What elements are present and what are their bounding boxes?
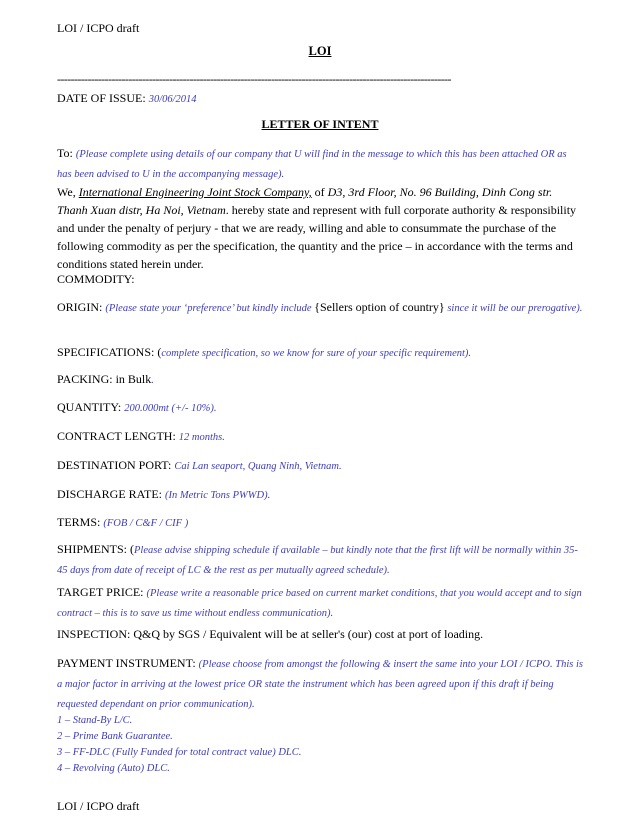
payment-options-list bbox=[57, 713, 301, 777]
inspection-line: INSPECTION: Q&Q by SGS / Equivalent will be at seller's (our) cost at port of loading. bbox=[57, 627, 484, 641]
contract-length-line bbox=[57, 427, 583, 447]
packing-text: PACKING: in Bulk bbox=[57, 372, 152, 386]
list-item: 1 – Stand-By L/C. bbox=[57, 715, 133, 726]
payment-text: (Please choose from amongst the following & insert the same into your LOI / ICPO. This is a major factor in arriving at the lowest price OR state the instrument which has been agreed upon if this draft if being requested dependant on prior communication). bbox=[57, 659, 583, 710]
address-prefix: of bbox=[311, 185, 328, 199]
statement-paragraph bbox=[57, 183, 583, 273]
shipments-section bbox=[57, 540, 583, 580]
origin-text-2: {Sellers option of country} bbox=[314, 300, 445, 314]
quantity-label: QUANTITY: bbox=[57, 400, 125, 414]
letter-subheading: LETTER OF INTENT bbox=[261, 117, 379, 131]
specifications-text: complete specification, so we know for sure of your specific requirement). bbox=[161, 348, 472, 359]
destination-value: Cai Lan seaport, Quang Ninh, Vietnam. bbox=[174, 461, 342, 472]
origin-text-3: since it will be our prerogative). bbox=[444, 303, 583, 314]
to-label: To: bbox=[57, 146, 76, 160]
company-address: D3, 3rd Floor, No. 96 Building, Dinh Cong str. Thanh Xuan distr, Ha Noi, Vietnam bbox=[57, 185, 553, 217]
payment-label: PAYMENT INSTRUMENT: bbox=[57, 656, 199, 670]
terms-label: TERMS: bbox=[57, 515, 104, 529]
document-title: LOI bbox=[308, 44, 332, 58]
to-instructions: (Please complete using details of our company that U will find in the message to which this has been attached OR as has been advised to U in the accompanying message). bbox=[57, 149, 567, 180]
date-of-issue bbox=[57, 89, 583, 109]
we-prefix: We, bbox=[57, 185, 79, 199]
separator-line: -------------------------------------------------------------------------------------------------------------------- bbox=[57, 72, 451, 86]
destination-label: DESTINATION PORT: bbox=[57, 458, 175, 472]
target-label: TARGET PRICE: bbox=[57, 585, 147, 599]
list-item: 4 – Revolving (Auto) DLC. bbox=[57, 763, 170, 774]
page-footer: LOI / ICPO draft bbox=[57, 799, 140, 813]
target-price-section bbox=[57, 583, 583, 623]
target-text: (Please write a reasonable price based on current market conditions, that you would accept and to sign contract – this is to save us time without endless communication). bbox=[57, 588, 582, 619]
discharge-label: DISCHARGE RATE: bbox=[57, 487, 166, 501]
packing-line bbox=[57, 370, 583, 390]
terms-line bbox=[57, 513, 583, 533]
commodity-line: COMMODITY: bbox=[57, 272, 135, 286]
terms-value: (FOB / C&F / CIF ) bbox=[103, 518, 189, 529]
quantity-line bbox=[57, 398, 583, 418]
page-header: LOI / ICPO draft bbox=[57, 21, 140, 35]
list-item: 2 – Prime Bank Guarantee. bbox=[57, 731, 173, 742]
specifications-line bbox=[57, 343, 583, 363]
origin-section bbox=[57, 298, 583, 318]
destination-port-line bbox=[57, 456, 583, 476]
shipments-label: SHIPMENTS: ( bbox=[57, 542, 135, 556]
discharge-value: (In Metric Tons PWWD). bbox=[165, 490, 271, 501]
payment-section bbox=[57, 654, 583, 714]
to-section bbox=[57, 144, 583, 184]
origin-text-1: (Please state your ‘preference’ but kindly include bbox=[105, 303, 315, 314]
company-name: International Engineering Joint Stock Company, bbox=[78, 185, 312, 199]
packing-dot: . bbox=[151, 375, 154, 386]
discharge-rate-line bbox=[57, 485, 583, 505]
contract-value: 12 months. bbox=[178, 432, 225, 443]
shipments-text: Please advise shipping schedule if available – but kindly note that the first lift will be normally within 35-45 days from date of receipt of LC & the rest as per mutually agreed schedule). bbox=[57, 545, 578, 576]
date-value: 30/06/2014 bbox=[148, 94, 197, 105]
specifications-label: SPECIFICATIONS: ( bbox=[57, 345, 162, 359]
list-item: 3 – FF-DLC (Fully Funded for total contract value) DLC. bbox=[57, 747, 302, 758]
origin-label: ORIGIN: bbox=[57, 300, 106, 314]
date-label: DATE OF ISSUE: bbox=[57, 91, 149, 105]
quantity-value: 200.000mt (+/- 10%). bbox=[124, 403, 217, 414]
statement-text: . hereby state and represent with full corporate authority & responsibility and under the penalty of perjury - that we are ready, willing and able to consummate the purchase of the following commodity as per the specification, the quantity and the price – in accordance with the terms and conditions stated herein under. bbox=[57, 203, 577, 271]
contract-label: CONTRACT LENGTH: bbox=[57, 429, 179, 443]
